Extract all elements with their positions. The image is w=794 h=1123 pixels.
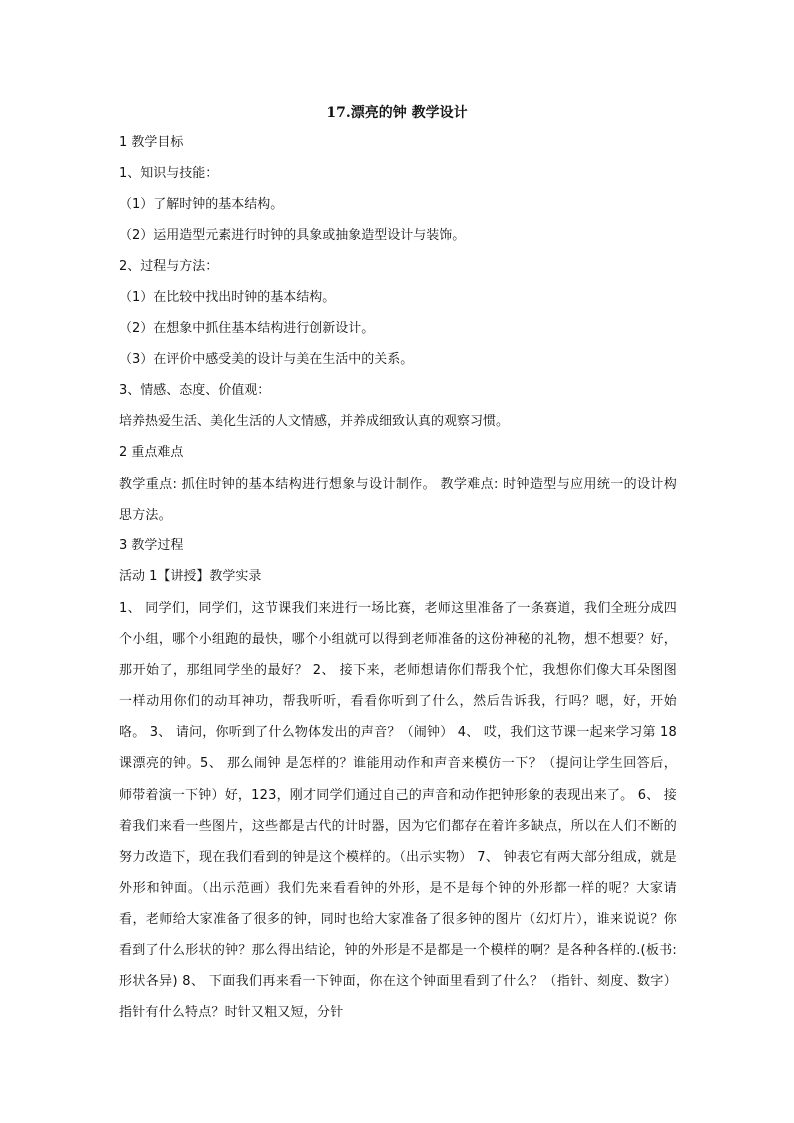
activity-heading: 活动 1【讲授】教学实录 xyxy=(119,569,262,584)
key-points-paragraph: 教学重点: 抓住时钟的基本结构进行想象与设计制作。 教学难点: 时钟造型与应用统一的设计构思方法。 xyxy=(119,477,677,524)
goal-emotion-attitude: 3、情感、态度、价值观： xyxy=(119,383,271,398)
goal-item: （2）运用造型元素进行时钟的具象或抽象造型设计与装饰。 xyxy=(119,228,466,243)
goal-item: （3）在评价中感受美的设计与美在生活中的关系。 xyxy=(119,352,414,367)
goal-item: （1）在比较中找出时钟的基本结构。 xyxy=(119,290,336,305)
goal-item: （1）了解时钟的基本结构。 xyxy=(119,197,284,212)
goal-process-method: 2、过程与方法： xyxy=(119,259,219,274)
heading-teaching-process: 3 教学过程 xyxy=(119,538,184,553)
heading-key-points: 2 重点难点 xyxy=(119,445,184,460)
heading-teaching-goals: 1 教学目标 xyxy=(119,135,184,150)
goal-item: 培养热爱生活、美化生活的人文情感，并养成细致认真的观察习惯。 xyxy=(119,414,510,429)
goal-item: （2）在想象中抓住基本结构进行创新设计。 xyxy=(119,321,375,336)
document-title: 17.漂亮的钟 教学设计 xyxy=(326,105,468,121)
teaching-record-paragraph: 1、 同学们，同学们，这节课我们来进行一场比赛，老师这里准备了一条赛道，我们全班分成四个小组，哪个小组跑的最快，哪个小组就可以得到老师准备的这份神秘的礼物，想不想要？好，那开始了，那组同学坐的最好？ 2、 接下来，老师想请你们帮我个忙，我想你们像大耳朵图图一样动用你们的动耳神功，帮我听听，看看你听到了什么，然后告诉我，行吗？嗯，好，开始咯。 3、 请问，你听到了什么物体发出的声音？（闹钟） 4、 哎，我们这节课一起来学习第 18 课漂亮的钟。5、 那么闹钟 是怎样的？谁能用动作和声音来模仿一下？（提问让学生回答后，师带着演一下钟）好，123，刚才同学们通过自己的声音和动作把钟形象的表现出来了。 6、 接着我们来看一些图片，这些都是古代的计时器，因为它们都存在着许多缺点，所以在人们不断的努力改造下，现在我们看到的钟是这个模样的。（出示实物） 7、 钟表它有两大部分组成，就是外形和钟面。（出示范画）我们先来看看钟的外形，是不是每个钟的外形都一样的呢？大家请看，老师给大家准备了很多的钟，同时也给大家准备了很多钟的图片（幻灯片），谁来说说？你看到了什么形状的钟？那么得出结论，钟的外形是不是都是一个模样的啊？是各种各样的.(板书:形状各异) 8、 下面我们再来看一下钟面，你在这个钟面里看到了什么？（指针、刻度、数字）指针有什么特点？时针又粗又短，分针 xyxy=(119,601,677,1021)
goal-knowledge-skills: 1、知识与技能： xyxy=(119,166,219,181)
